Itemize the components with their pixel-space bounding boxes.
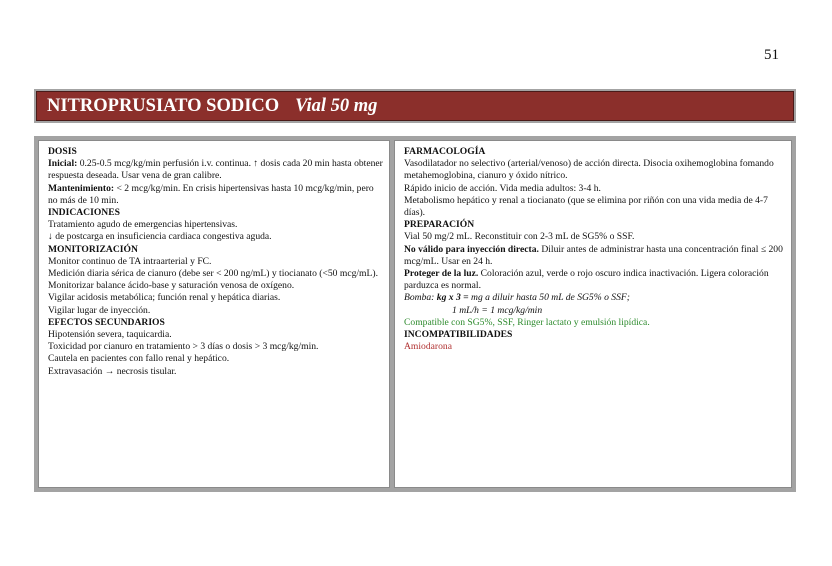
bomba-line: [404, 292, 785, 304]
farmacologia-line: Metabolismo hepático y renal a tiocianato (que se elimina por riñón con una vida media de 4-7 días).: [404, 194, 768, 219]
proteger-text: Coloración azul, verde o rojo oscuro indica inactivación. Ligera coloración parduzca es normal.: [404, 268, 769, 292]
drug-title-bar: [34, 89, 796, 123]
dosis-mantenimiento: [48, 183, 383, 207]
proteger-label: Proteger de la luz.: [404, 268, 479, 280]
preparacion-heading: PREPARACIÓN: [404, 219, 475, 231]
preparacion-no-valido: [404, 244, 785, 268]
page-number: 51: [764, 47, 779, 63]
preparacion-proteger: [404, 268, 785, 292]
monitorizacion-line: Monitor continuo de TA intraarterial y FC.: [48, 255, 212, 267]
dosis-mantenimiento-text: < 2 mcg/kg/min. En crisis hipertensivas hasta 10 mcg/kg/min, pero no más de 10 min.: [48, 182, 374, 206]
preparacion-line: Vial 50 mg/2 mL. Reconstituir con 2-3 mL de SG5% o SSF.: [404, 231, 635, 243]
right-column: [394, 140, 792, 488]
bomba-suffix: mg a diluir hasta 50 mL de SG5% o SSF;: [468, 292, 630, 304]
efectos-line: Cautela en pacientes con fallo renal y hepático.: [48, 353, 230, 365]
bomba-rate: 1 mL/h = 1 mcg/kg/min: [452, 304, 543, 316]
monitorizacion-line: Vigilar acidosis metabólica; función renal y hepática diarias.: [48, 292, 281, 304]
dosis-inicial: [48, 158, 383, 182]
incompatibilidades-value: Amiodarona: [404, 341, 452, 353]
efectos-line: Hipotensión severa, taquicardia.: [48, 329, 172, 341]
efectos-line: Extravasación → necrosis tisular.: [48, 365, 177, 377]
indicaciones-line: Tratamiento agudo de emergencias hipertensivas.: [48, 219, 238, 231]
indicaciones-heading: INDICACIONES: [48, 207, 120, 219]
drug-title-inner: [36, 91, 794, 121]
dosis-inicial-text: 0.25-0.5 mcg/kg/min perfusión i.v. continua. ↑ dosis cada 20 min hasta obtener respuesta deseada. Usar vena de gran calibre.: [48, 158, 383, 182]
dosis-mantenimiento-label: Mantenimiento:: [48, 182, 115, 194]
incompatibilidades-heading: INCOMPATIBILIDADES: [404, 329, 513, 341]
no-valido-text: Diluir antes de administrar hasta una concentración final ≤ 200 mcg/mL. Usar en 24 h.: [404, 243, 783, 267]
drug-name: NITROPRUSIATO SODICO: [47, 95, 280, 116]
farmacologia-line: Vasodilatador no selectivo (arterial/venoso) de acción directa. Disocia oxihemoglobina fomando metahemoglobina, cianuro y óxido nítrico.: [404, 158, 774, 182]
drug-presentation: Vial 50 mg: [295, 95, 378, 116]
dosis-inicial-label: Inicial:: [48, 158, 78, 170]
no-valido-label: No válido para inyección directa.: [404, 243, 539, 255]
compatible-line: Compatible con SG5%, SSF, Ringer lactato y emulsión lipídica.: [404, 316, 650, 328]
left-column: [38, 140, 390, 488]
efectos-line: Toxicidad por cianuro en tratamiento > 3 días o dosis > 3 mcg/kg/min.: [48, 341, 319, 353]
bomba-prefix: Bomba:: [404, 292, 437, 304]
drug-info-box: [34, 136, 796, 492]
bomba-formula: kg x 3 =: [436, 292, 469, 304]
dosis-heading: DOSIS: [48, 146, 77, 157]
indicaciones-line: ↓ de postcarga en insuficiencia cardiaca congestiva aguda.: [48, 231, 272, 243]
monitorizacion-line: Medición diaria sérica de cianuro (debe ser < 200 ng/mL) y tiocianato (<50 mcg/mL). Monitorizar balance ácido-base y saturación venosa de oxígeno.: [48, 268, 378, 292]
farmacologia-line: Rápido inicio de acción. Vida media adultos: 3-4 h.: [404, 182, 601, 194]
efectos-heading: EFECTOS SECUNDARIOS: [48, 316, 165, 328]
monitorizacion-line: Vigilar lugar de inyección.: [48, 304, 151, 316]
monitorizacion-heading: MONITORIZACIÓN: [48, 243, 138, 255]
farmacologia-heading: FARMACOLOGÍA: [404, 146, 486, 157]
